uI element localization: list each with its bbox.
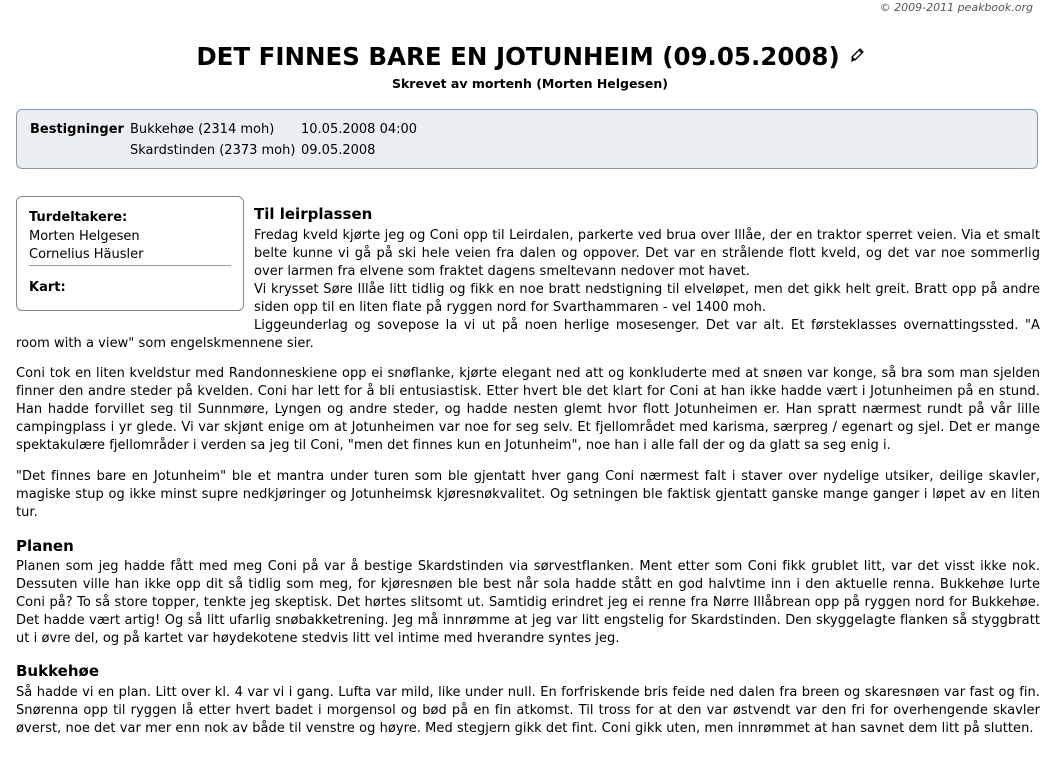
pencil-edit-icon[interactable] [850,48,864,68]
paragraph: Fredag kveld kjørte jeg og Coni opp til Leirdalen, parkerte ved brua over Illåe, der en traktor sperret veien. Via et smalt belte kunne vi gå på ski hele veien fra dalen og oppover. Det var en strålende flott kveld, og det var noe sommerlig over larmen fra elvene som fraktet dagens smeltevann nedover mot havet. [254,228,1040,279]
ascents-box [16,109,1038,169]
divider [29,265,231,266]
ascent-row [130,122,417,137]
paragraph: Vi krysset Søre Illåe litt tidlig og fikk en noe bratt nedstigning til elveløpet, men det gikk helt greit. Bratt opp på andre siden opp til en liten flate på ryggen nord for Svarthammaren - vel 1400 moh. [254,282,1040,315]
paragraph: Planen som jeg hadde fått med meg Coni på var å bestige Skardstinden via sørvestflanken. Ment etter som Coni fikk grublet litt, var det visst ikke nok. Dessuten ville han ikke opp dit så tidlig som meg, for kjøresnøen ble best når sola hadde stått en god halvtime inn i den aktuelle renna. Bukkehøe lurte Coni på? To så store topper, tenkte jeg skeptisk. Det hørtes slitsomt ut. Samtidig erindret jeg ei renne fra Nørre Illåbrean opp på ryggen nord for Bukkehøe. Det hadde vært artig! Og så litt ufarlig snøbakketrening. Jeg må innrømme at jeg var litt engstelig for Skardstinden. Den skyggelagte flanken så styggbratt ut i øvre del, og på kartet var høydekotene stedvis litt vel intime med hverandre syntes jeg. [16,559,1040,646]
ascents-label: Bestigninger [30,122,124,137]
title-row [0,42,1060,71]
section-heading: Til leirplassen [254,205,373,223]
ascent-date: 09.05.2008 [301,143,376,158]
ascent-row [130,143,375,158]
ascent-peak-link[interactable]: Bukkehøe (2314 moh) [130,122,275,137]
section-heading: Planen [16,537,74,555]
page-title: DET FINNES BARE EN JOTUNHEIM (09.05.2008) [196,42,840,71]
paragraph: Så hadde vi en plan. Litt over kl. 4 var vi i gang. Lufta var mild, like under null. En forfriskende bris feide ned dalen fra breen og skaresnøen var fast og fin. Snørenna opp til ryggen lå etter hvert badet i morgensol og bød på en fin atkomst. Til tross for at den var østvendt var den fri for overhengende skavler øverst, noe det var mer enn nok av både til venstre og høyre. Med stegjern gikk det fint. Coni gikk uten, men innrømmet at han savnet dem litt på slutten. [16,685,1040,736]
paragraph: Liggeunderlag og sovepose la vi ut på noen herlige mosesenger. Det var alt. Et førsteklasses overnattingssted. "A room with a view" som engelskmennene sier. [16,318,1040,351]
participants-label: Turdeltakere: [29,210,128,225]
ascent-date: 10.05.2008 04:00 [301,122,418,137]
paragraph: "Det finnes bare en Jotunheim" ble et mantra under turen som ble gjentatt hver gang Coni nærmest falt i staver over nydelige utsiker, deilige skavler, magiske stup og ikke minst supre nedkjøringer og Jotunheimsk kjøresnøkvalitet. Og setningen ble faktisk gjentatt ganske mange ganger i løpet av en liten tur. [16,469,1040,520]
map-label: Kart: [29,280,66,295]
ascent-peak-link[interactable]: Skardstinden (2373 moh) [130,143,296,158]
copyright: © 2009-2011 peakbook.org [879,1,1033,14]
participant-link[interactable]: Morten Helgesen [29,229,140,244]
section-heading: Bukkehøe [16,662,99,680]
section-body [254,227,1040,317]
author-line: Skrevet av mortenh (Morten Helgesen) [391,76,668,91]
paragraph: Coni tok en liten kveldstur med Randonneskiene opp ei snøflanke, kjørte elegant ned att og konkluderte med at snøen var konge, så bra som man sjelden finner den andre steder på kvelden. Coni har lett for å bli entusiastisk. Etter hvert ble det klart for Coni at han ikke hadde vært i Jotunheimen på en stund. Han hadde forvillet seg til Sunnmøre, Lyngen og andre steder, og hadde nesten glemt hvor flott Jotunheimen er. Han spratt nærmest rundt på vår lille campingplass i yr glede. Vi var skjønt enige om at Jotunheimen var noe for seg selv. Et fjellområdet med karisma, særpreg / egenart og sjel. Det er mange spektakulære fjellområder i verden sa jeg til Coni, "men det finnes kun en Jotunheim", noe han i alle fall der og da glatt sa seg enig i. [16,366,1040,453]
trip-info-box [16,196,244,311]
participant-link[interactable]: Cornelius Häusler [29,247,144,262]
